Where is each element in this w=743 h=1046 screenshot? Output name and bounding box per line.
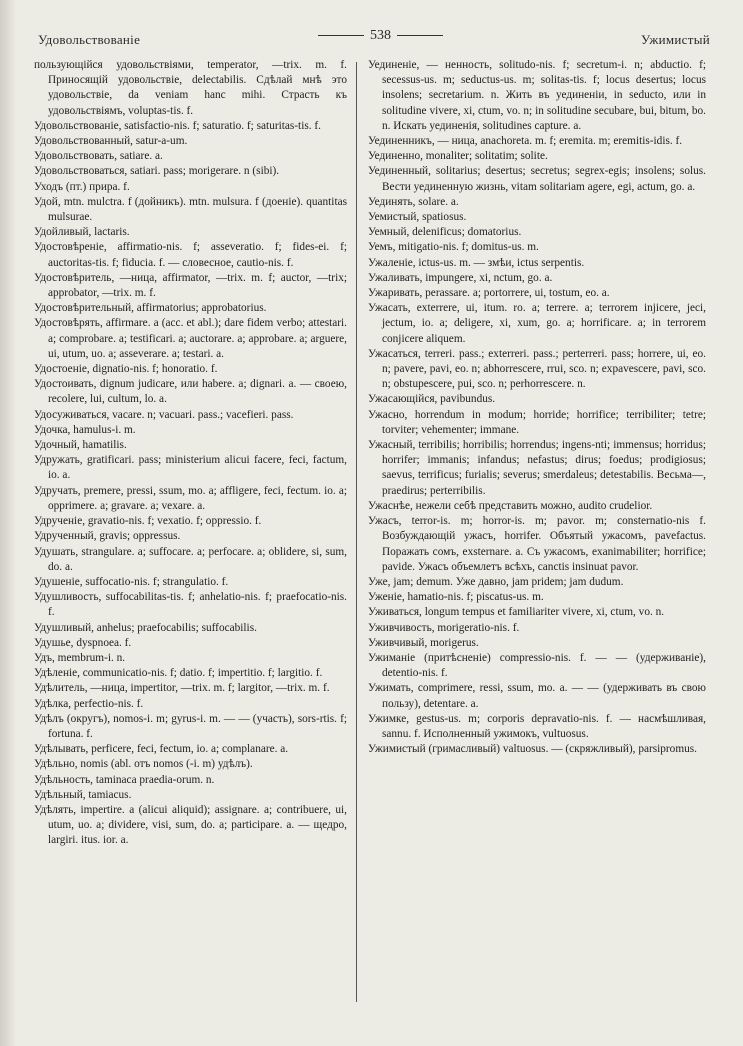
dictionary-entry: Удочный, hamatilis. bbox=[34, 439, 127, 452]
dictionary-entry: Удушеніе, suffocatio-nis. f; strangulatio. f. bbox=[34, 575, 229, 588]
dictionary-entry: Удовольствованіе, satisfactio-nis. f; saturatio. f; saturitas-tis. f. bbox=[34, 119, 321, 132]
dictionary-entry: Ужимать, comprimere, ressi, ssum, mo. a. — — (удерживать въ свою пользу), detentare. a. bbox=[368, 682, 706, 710]
dictionary-entry: Удѣлитель, —ница, impertitor, —trix. m. f; largitor, —trix. m. f. bbox=[34, 682, 330, 695]
right-column bbox=[368, 58, 706, 757]
dictionary-entry: Уживчивый, morigerus. bbox=[368, 636, 479, 649]
dictionary-entry: Уединять, solare. a. bbox=[368, 195, 459, 208]
dictionary-entry: Ужасать, exterrere, ui, itum. ro. a; terrere. a; terrorem injicere, jeci, jectum, io. a; deligere, xi, xum, go. a; horrificare. a; in terrorem conjicere aliquem. bbox=[368, 302, 706, 345]
dictionary-entry: Удовольствованный, satur-a-um. bbox=[34, 135, 188, 148]
dictionary-entry: Удовольствовать, satiare. a. bbox=[34, 150, 163, 163]
header-left-catchword: Удовольствованіе bbox=[38, 32, 141, 47]
dictionary-entry: Удѣлять, impertire. a (alicui aliquid); assignare. a; contribuere, ui, utum, uo. a; dividere, visi, sum, do. a; participare. a. — щедро, largiri. itus. ior. a. bbox=[34, 803, 347, 847]
dictionary-entry: Ужасный, terribilis; horribilis; horrendus; ingens-nti; immensus; horridus; horrifer; immanis; infandus; nefastus; dirus; foedus; prodigiosus; saevus, terrificus; furialis; severus; smerdaleus; detestabilis. Весьма—, praedirus; perterribilis. bbox=[368, 439, 706, 497]
dictionary-entry: Ужимистый (гримасливый) valtuosus. — (скряжливый), parsipromus. bbox=[368, 743, 697, 756]
page-number: 538 bbox=[370, 28, 391, 43]
dictionary-entry: Ужаривать, perassare. a; portorrere, ui, tostum, eo. a. bbox=[368, 287, 610, 300]
dictionary-entry: Удѣлъ (округъ), nomos-i. m; gyrus-i. m. — — (участь), sors-rtis. f; fortuna. f. bbox=[34, 712, 347, 740]
dictionary-entry: Уемный, delenificus; domatorius. bbox=[368, 226, 522, 239]
dictionary-entry: Ужасъ, terror-is. m; horror-is. m; pavor. m; consternatio-nis f. Возбуждающій ужасъ, horrifer. Объятый ужасомъ, pavefactus. Поражать сомъ, exsternare. a. Съ ужасомъ, exanimabiliter; horrifice; pavide. Ужасъ объемлетъ всѣхъ, canctis insinuat pavor. bbox=[368, 515, 706, 573]
dictionary-entry: Удостовѣреніе, affirmatio-nis. f; asseveratio. f; fides-ei. f; auctoritas-tis. f; fiducia. f. — словесное, cautio-nis. f. bbox=[34, 241, 347, 269]
header-page-number bbox=[312, 28, 449, 44]
dictionary-entry: Удостоивать, dignum judicare, или habere. a; dignari. a. — своею, recolere, lui, cultum, lo. a. bbox=[34, 378, 347, 406]
dictionary-entry: Уемистый, spatiosus. bbox=[368, 211, 467, 224]
dictionary-entry: Удушливость, suffocabilitas-tis. f; anhelatio-nis. f; praefocatio-nis. f. bbox=[34, 591, 347, 619]
page-spine-shadow bbox=[0, 0, 16, 1046]
dictionary-entry: Уединеніе, — ненность, solitudo-nis. f; secretum-i. n; abductio. f; secessus-us. m; seductus-us. m; solitas-tis. f; locus desertus; locus insolens; secretarium. n. Жить въ уединеніи, in seducto, или in solitudine vivere, xi, ctum, vo. n; in solitudine secubare, bui, bitum, bo. n. Искать уединенія, solitudines capture. a. bbox=[368, 59, 706, 132]
dictionary-entry: Удѣльный, tamiacus. bbox=[34, 788, 132, 801]
dictionary-entry: Ужасаться, terreri. pass.; exterreri. pass.; perterreri. pass; horrere, ui, eo. n; pavere, pavi, eo. n; abhorrescere, rrui, sco. n; expavescere, pavi, sco. n; obstupescere, pui, sco. n; perhorrescere. n. bbox=[368, 347, 706, 391]
dictionary-entry: Уженіе, hamatio-nis. f; piscatus-us. m. bbox=[368, 591, 544, 604]
dictionary-entry: Удрученіе, gravatio-nis. f; vexatio. f; oppressio. f. bbox=[34, 515, 262, 528]
dictionary-entry: Удѣлывать, perficere, feci, fectum, io. a; complanare. a. bbox=[34, 743, 289, 756]
dictionary-entry: Удѣлка, perfectio-nis. f. bbox=[34, 697, 144, 710]
dictionary-entry: Удѣльно, nomis (abl. отъ nomos (-i. m) удѣлъ). bbox=[34, 758, 253, 771]
dictionary-entry: Удѣленіе, communicatio-nis. f; datio. f; impertitio. f; largitio. f. bbox=[34, 667, 323, 680]
dictionary-entry: Уживаться, longum tempus et familiariter vivere, xi, ctum, vo. n. bbox=[368, 606, 665, 619]
dictionary-entry: Удостоеніе, dignatio-nis. f; honoratio. f. bbox=[34, 363, 218, 376]
dictionary-entry: Удружать, gratificari. pass; ministerium alicui facere, feci, factum, io. a. bbox=[34, 454, 347, 482]
page-header bbox=[38, 28, 710, 50]
dictionary-entry: Ужасно, horrendum in modum; horride; horrifice; terribiliter; tetre; torviter; vehementer; immane. bbox=[368, 408, 706, 436]
dictionary-entry: Уходъ (пт.) прира. f. bbox=[34, 180, 130, 193]
dictionary-entry: Удушать, strangulare. a; suffocare. a; perfocare. a; oblidere, si, sum, do. a. bbox=[34, 545, 347, 573]
dictionary-entry: Ужаливать, impungere, xi, nctum, go. a. bbox=[368, 271, 553, 284]
dictionary-entry: Удручать, premere, pressi, ssum, mo. a; affligere, feci, fectum. io. a; opprimere. a; gravare. a; vexare. a. bbox=[34, 484, 347, 512]
dictionary-entry: Удойливый, lactaris. bbox=[34, 226, 130, 239]
dictionary-entry: Удушье, dyspnoea. f. bbox=[34, 636, 132, 649]
dictionary-entry: Ужимке, gestus-us. m; corporis depravatio-nis. f. — насмѣшливая, sannu. f. Исполненный ужимокъ, vultuosus. bbox=[368, 712, 706, 740]
left-column bbox=[34, 58, 347, 849]
dictionary-entry: Ужасающійся, pavibundus. bbox=[368, 393, 496, 406]
dictionary-entry: Уединенно, monaliter; solitatim; solite. bbox=[368, 150, 548, 163]
dictionary-entry: Удостовѣритель, —ница, affirmator, —trix. m. f; auctor, —trix; approbator, —trix. m. f. bbox=[34, 271, 347, 300]
dictionary-entry: Уемъ, mitigatio-nis. f; domitus-us. m. bbox=[368, 241, 539, 254]
dictionary-entry: Удъ, membrum-i. n. bbox=[34, 651, 126, 664]
dictionary-entry: Удостовѣрять, affirmare. a (acc. et abl.); dare fidem verbo; attestari. a; comprobare. a; testificari. a; auctorare. a; approbare. a; arguere, ui, utum, uo. a; asseverare. a; testari. a. bbox=[34, 317, 347, 360]
dictionary-entry: Ужаснѣе, нежели себѣ представить можно, audito crudelior. bbox=[368, 499, 653, 512]
dictionary-entry: Удостовѣрительный, affirmatorius; approbatorius. bbox=[34, 302, 267, 315]
dictionary-entry: Удочка, hamulus-i. m. bbox=[34, 423, 136, 436]
dictionary-entry: Ужаленіе, ictus-us. m. — змѣи, ictus serpentis. bbox=[368, 256, 585, 269]
dictionary-entry: Уживчивость, morigeratio-nis. f. bbox=[368, 621, 520, 634]
dictionary-entry: Уединенникъ, — ница, anachoreta. m. f; eremita. m; eremitis-idis. f. bbox=[368, 135, 683, 148]
dictionary-entry: Уединенный, solitarius; desertus; secretus; segrex-egis; insolens; solus. Вести уединенную жизнь, vitam solitariam agere, egi, actum, go. a. bbox=[368, 165, 706, 193]
dictionary-entry: Удой, mtn. mulctra. f (дойникъ). mtn. mulsura. f (доеніе). quantitas mulsurae. bbox=[34, 195, 347, 224]
dictionary-entry: Удосуживаться, vacare. n; vacuari. pass.; vacefieri. pass. bbox=[34, 408, 294, 421]
dictionary-entry: Уже, jam; demum. Уже давно, jam pridem; jam dudum. bbox=[368, 575, 624, 588]
dictionary-entry: Удрученный, gravis; oppressus. bbox=[34, 530, 181, 543]
dictionary-entry: Удѣльность, taminaca praedia-orum. n. bbox=[34, 773, 215, 786]
column-divider bbox=[356, 62, 357, 1002]
dictionary-entry: Удовольствоваться, satiari. pass; morigerare. n (sibi). bbox=[34, 165, 280, 178]
dictionary-entry: Ужиманіе (притѣсненіе) compressio-nis. f. — — (удерживаніе), detentio-nis. f. bbox=[368, 651, 706, 680]
dictionary-entry: пользующійся удовольствіями, temperator, —trix. m. f. Приносящій удовольствіе, delectabilis. Сдѣлай мнѣ это удовольствіе, da veniam hanc mihi. Страсть къ удовольствіямъ, voluptas-tis. f. bbox=[34, 59, 347, 117]
header-right-catchword: Ужимистый bbox=[640, 32, 710, 47]
dictionary-entry: Удушливый, anhelus; praefocabilis; suffocabilis. bbox=[34, 621, 257, 634]
